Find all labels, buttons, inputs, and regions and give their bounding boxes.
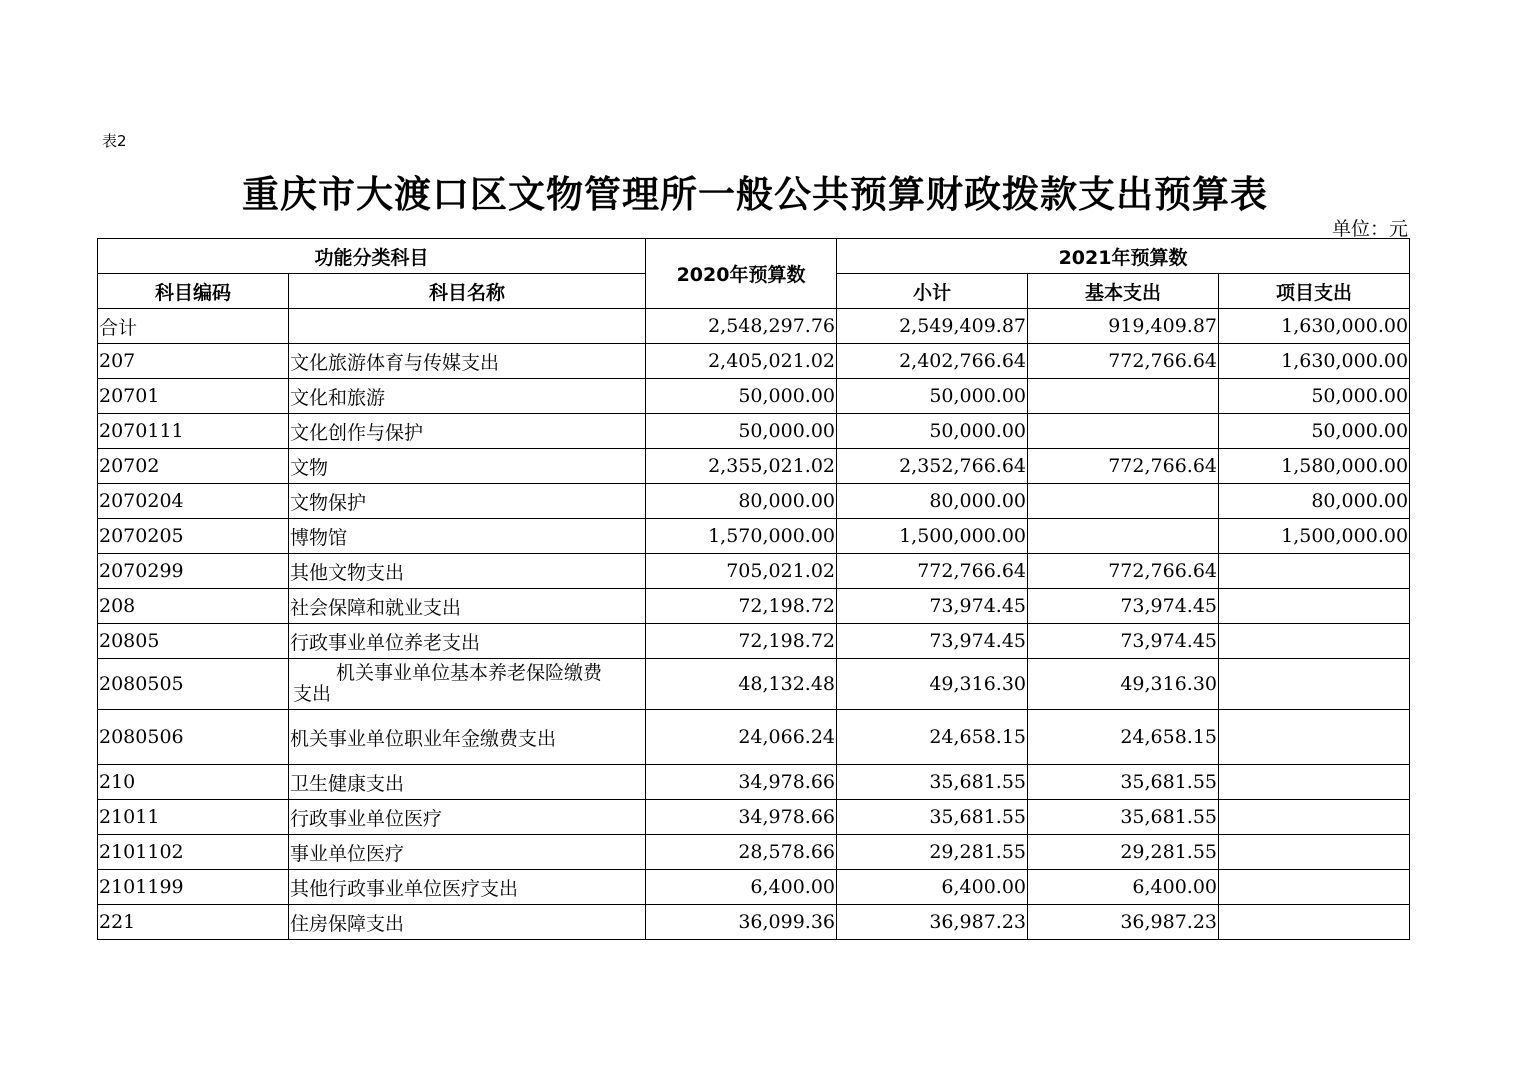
table-row	[98, 589, 1410, 624]
table-row	[98, 659, 1410, 710]
row-name: 机关事业单位职业年金缴费支出	[289, 710, 646, 765]
row-project	[1219, 870, 1410, 905]
row-code: 2070299	[98, 554, 289, 589]
row-subtotal: 1,500,000.00	[837, 519, 1028, 554]
row-code: 20701	[98, 379, 289, 414]
row-subtotal: 772,766.64	[837, 554, 1028, 589]
table-row	[98, 554, 1410, 589]
row-basic: 73,974.45	[1028, 589, 1219, 624]
row-code: 2080506	[98, 710, 289, 765]
row-name: 博物馆	[289, 519, 646, 554]
row-name-line2: 支出	[293, 683, 332, 705]
table-row	[98, 835, 1410, 870]
row-name: 行政事业单位医疗	[289, 800, 646, 835]
table-row	[98, 414, 1410, 449]
row-basic: 772,766.64	[1028, 344, 1219, 379]
row-subtotal: 50,000.00	[837, 414, 1028, 449]
row-project: 1,500,000.00	[1219, 519, 1410, 554]
row-project	[1219, 800, 1410, 835]
row-project	[1219, 624, 1410, 659]
table-row	[98, 344, 1410, 379]
row-name: 文化和旅游	[289, 379, 646, 414]
row-budget-2020: 2,355,021.02	[646, 449, 837, 484]
header-subtotal: 小计	[837, 274, 1028, 309]
row-subtotal: 2,402,766.64	[837, 344, 1028, 379]
row-name: 文化创作与保护	[289, 414, 646, 449]
row-basic	[1028, 379, 1219, 414]
row-subtotal: 2,352,766.64	[837, 449, 1028, 484]
row-code: 2080505	[98, 659, 289, 710]
row-project: 80,000.00	[1219, 484, 1410, 519]
row-budget-2020: 2,548,297.76	[646, 309, 837, 344]
header-project: 项目支出	[1219, 274, 1410, 309]
row-project	[1219, 710, 1410, 765]
row-project	[1219, 835, 1410, 870]
row-budget-2020: 24,066.24	[646, 710, 837, 765]
row-budget-2020: 34,978.66	[646, 765, 837, 800]
row-basic: 6,400.00	[1028, 870, 1219, 905]
header-row-1	[98, 239, 1410, 274]
row-basic: 29,281.55	[1028, 835, 1219, 870]
row-subtotal: 73,974.45	[837, 624, 1028, 659]
row-code: 20702	[98, 449, 289, 484]
row-project	[1219, 589, 1410, 624]
row-subtotal: 35,681.55	[837, 765, 1028, 800]
table-row	[98, 710, 1410, 765]
table-row	[98, 484, 1410, 519]
row-budget-2020: 6,400.00	[646, 870, 837, 905]
row-code: 2070205	[98, 519, 289, 554]
row-basic: 49,316.30	[1028, 659, 1219, 710]
row-basic	[1028, 519, 1219, 554]
row-budget-2020: 2,405,021.02	[646, 344, 837, 379]
header-code: 科目编码	[98, 274, 289, 309]
row-name: 事业单位医疗	[289, 835, 646, 870]
row-basic: 919,409.87	[1028, 309, 1219, 344]
row-subtotal: 35,681.55	[837, 800, 1028, 835]
row-budget-2020: 28,578.66	[646, 835, 837, 870]
row-budget-2020: 36,099.36	[646, 905, 837, 940]
row-name: 其他文物支出	[289, 554, 646, 589]
row-budget-2020: 705,021.02	[646, 554, 837, 589]
table-row	[98, 379, 1410, 414]
row-name	[289, 659, 646, 710]
row-name	[289, 309, 646, 344]
row-code: 2101102	[98, 835, 289, 870]
row-code: 21011	[98, 800, 289, 835]
row-budget-2020: 50,000.00	[646, 379, 837, 414]
row-budget-2020: 34,978.66	[646, 800, 837, 835]
row-project	[1219, 659, 1410, 710]
page-title: 重庆市大渡口区文物管理所一般公共预算财政拨款支出预算表	[242, 173, 1268, 216]
row-subtotal: 36,987.23	[837, 905, 1028, 940]
row-basic: 36,987.23	[1028, 905, 1219, 940]
row-basic: 73,974.45	[1028, 624, 1219, 659]
row-name: 社会保障和就业支出	[289, 589, 646, 624]
row-subtotal: 29,281.55	[837, 835, 1028, 870]
row-basic	[1028, 484, 1219, 519]
header-name: 科目名称	[289, 274, 646, 309]
row-code: 221	[98, 905, 289, 940]
row-project: 1,630,000.00	[1219, 344, 1410, 379]
row-budget-2020: 80,000.00	[646, 484, 837, 519]
row-code: 2070204	[98, 484, 289, 519]
unit-label: 单位：元	[1331, 218, 1408, 240]
row-project: 1,580,000.00	[1219, 449, 1410, 484]
row-project: 1,630,000.00	[1219, 309, 1410, 344]
row-name: 其他行政事业单位医疗支出	[289, 870, 646, 905]
row-subtotal: 80,000.00	[837, 484, 1028, 519]
row-code: 合计	[98, 309, 289, 344]
row-budget-2020: 48,132.48	[646, 659, 837, 710]
row-name: 卫生健康支出	[289, 765, 646, 800]
table-label: 表2	[102, 132, 127, 150]
row-code: 207	[98, 344, 289, 379]
row-subtotal: 49,316.30	[837, 659, 1028, 710]
row-basic: 772,766.64	[1028, 449, 1219, 484]
table-row	[98, 800, 1410, 835]
row-basic: 24,658.15	[1028, 710, 1219, 765]
row-budget-2020: 1,570,000.00	[646, 519, 837, 554]
row-name: 文物保护	[289, 484, 646, 519]
row-project	[1219, 765, 1410, 800]
table-row	[98, 519, 1410, 554]
header-function-group: 功能分类科目	[98, 239, 646, 274]
row-name: 文化旅游体育与传媒支出	[289, 344, 646, 379]
row-name: 住房保障支出	[289, 905, 646, 940]
row-subtotal: 2,549,409.87	[837, 309, 1028, 344]
row-basic: 35,681.55	[1028, 800, 1219, 835]
table-row	[98, 870, 1410, 905]
row-basic	[1028, 414, 1219, 449]
row-name-line1: 机关事业单位基本养老保险缴费	[336, 662, 603, 684]
row-project: 50,000.00	[1219, 379, 1410, 414]
header-budget-2021: 2021年预算数	[837, 239, 1410, 274]
row-code: 208	[98, 589, 289, 624]
row-budget-2020: 72,198.72	[646, 589, 837, 624]
row-project: 50,000.00	[1219, 414, 1410, 449]
row-basic: 35,681.55	[1028, 765, 1219, 800]
row-subtotal: 6,400.00	[837, 870, 1028, 905]
row-subtotal: 24,658.15	[837, 710, 1028, 765]
row-code: 2070111	[98, 414, 289, 449]
row-subtotal: 50,000.00	[837, 379, 1028, 414]
row-code: 2101199	[98, 870, 289, 905]
table-row	[98, 309, 1410, 344]
header-budget-2020: 2020年预算数	[646, 239, 837, 309]
row-code: 20805	[98, 624, 289, 659]
table-row	[98, 449, 1410, 484]
table-row	[98, 624, 1410, 659]
header-basic: 基本支出	[1028, 274, 1219, 309]
budget-table	[97, 238, 1410, 940]
row-name: 文物	[289, 449, 646, 484]
table-row	[98, 905, 1410, 940]
row-budget-2020: 72,198.72	[646, 624, 837, 659]
row-name: 行政事业单位养老支出	[289, 624, 646, 659]
row-basic: 772,766.64	[1028, 554, 1219, 589]
row-project	[1219, 554, 1410, 589]
row-subtotal: 73,974.45	[837, 589, 1028, 624]
row-code: 210	[98, 765, 289, 800]
row-budget-2020: 50,000.00	[646, 414, 837, 449]
row-project	[1219, 905, 1410, 940]
table-row	[98, 765, 1410, 800]
